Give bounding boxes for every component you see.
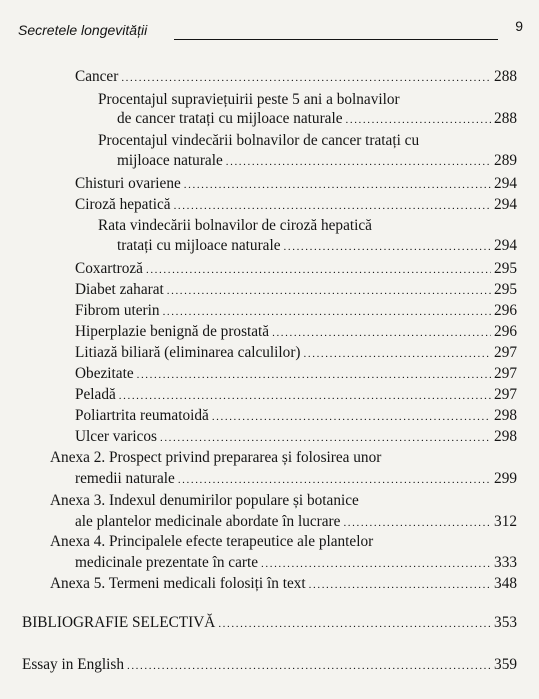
toc-entry-page: 296 xyxy=(494,323,517,340)
toc-entry-page: 312 xyxy=(494,513,517,530)
toc-entry xyxy=(75,174,517,194)
toc-entry xyxy=(75,343,517,363)
dot-leader xyxy=(212,407,491,427)
page-number: 9 xyxy=(515,18,523,34)
toc-entry-page: 297 xyxy=(494,386,517,403)
toc-entry-subitem xyxy=(117,109,517,129)
toc-entry-title: Anexa 2. Prospect privind prepararea și folosirea unor xyxy=(50,449,382,466)
toc-entry-page: 295 xyxy=(494,281,517,298)
toc-entry-cancer xyxy=(75,67,517,87)
toc-entry-page: 297 xyxy=(494,365,517,382)
dot-leader xyxy=(127,656,491,676)
toc-section-essay xyxy=(22,655,517,675)
toc-entry-page: 288 xyxy=(494,110,517,127)
toc-entry-title: BIBLIOGRAFIE SELECTIVĂ xyxy=(22,614,216,631)
toc-entry-subitem-line xyxy=(98,131,517,151)
toc-entry-title: tratați cu mijloace naturale xyxy=(117,237,281,254)
toc-entry-title: Rata vindecării bolnavilor de ciroză hepatică xyxy=(98,217,372,234)
toc-entry-page: 289 xyxy=(494,152,517,169)
toc-entry-title: Diabet zaharat xyxy=(75,281,164,298)
running-header xyxy=(18,18,523,44)
toc-entry xyxy=(75,364,517,384)
dot-leader xyxy=(163,302,491,322)
dot-leader xyxy=(261,554,491,574)
dot-leader xyxy=(184,175,491,195)
dot-leader xyxy=(272,323,491,343)
toc-entry-page: 288 xyxy=(494,68,517,85)
toc-entry xyxy=(75,301,517,321)
toc-entry-title: Peladă xyxy=(75,386,116,403)
toc-entry-title: ale plantelor medicinale abordate în lucrare xyxy=(75,513,341,530)
toc-entry-page: 353 xyxy=(494,614,517,631)
toc-entry-page: 333 xyxy=(494,554,517,571)
toc-entry xyxy=(75,195,517,215)
toc-entry xyxy=(75,280,517,300)
toc-entry-title: Procentajul supraviețuirii peste 5 ani a bolnavilor xyxy=(98,91,400,108)
dot-leader xyxy=(346,110,492,130)
toc-entry-subitem xyxy=(117,151,517,171)
dot-leader xyxy=(119,386,491,406)
toc-entry-page: 298 xyxy=(494,428,517,445)
header-rule xyxy=(174,39,498,40)
toc-entry-page: 294 xyxy=(494,175,517,192)
dot-leader xyxy=(218,614,491,634)
dot-leader xyxy=(284,237,492,257)
dot-leader xyxy=(304,344,492,364)
toc-entry-title: Anexa 4. Principalele efecte terapeutice ale plantelor xyxy=(50,533,374,550)
toc-entry-title: Fibrom uterin xyxy=(75,302,160,319)
toc-entry-page: 348 xyxy=(494,575,517,592)
toc-entry-title: Cancer xyxy=(75,68,119,85)
toc-entry xyxy=(75,406,517,426)
toc-entry-title: Anexa 3. Indexul denumirilor populare și botanice xyxy=(50,492,359,509)
toc-entry-title: Coxartroză xyxy=(75,260,143,277)
toc-annex-line xyxy=(50,532,517,552)
dot-leader xyxy=(343,513,491,533)
toc-entry xyxy=(75,322,517,342)
toc-annex-entry xyxy=(75,512,517,532)
toc-entry-title: de cancer tratați cu mijloace naturale xyxy=(117,110,343,127)
toc-entry-title: Procentajul vindecării bolnavilor de cancer tratați cu xyxy=(98,132,420,149)
toc-entry-title: Anexa 5. Termeni medicali folosiți în text xyxy=(50,575,306,592)
toc-entry-title: Chisturi ovariene xyxy=(75,175,181,192)
dot-leader xyxy=(178,470,491,490)
toc-entry-subitem-line xyxy=(98,216,517,236)
toc-entry-subitem-line xyxy=(98,90,517,110)
toc-entry-page: 298 xyxy=(494,407,517,424)
toc-entry xyxy=(75,385,517,405)
dot-leader xyxy=(174,196,491,216)
toc-entry-subitem xyxy=(117,236,517,256)
toc-annex-entry xyxy=(50,574,517,594)
toc-entry-title: Poliartrita reumatoidă xyxy=(75,407,209,424)
dot-leader xyxy=(226,152,491,172)
toc-entry-page: 359 xyxy=(494,656,517,673)
toc-entry-title: Obezitate xyxy=(75,365,134,382)
toc-entry-page: 295 xyxy=(494,260,517,277)
toc-entry-title: remedii naturale xyxy=(75,470,175,487)
toc-annex-line xyxy=(50,448,517,468)
toc-entry-title: Essay in English xyxy=(22,656,124,673)
dot-leader xyxy=(309,575,491,595)
toc-entry-title: Ciroză hepatică xyxy=(75,196,171,213)
toc-entry-page: 294 xyxy=(494,237,517,254)
toc-entry xyxy=(75,427,517,447)
toc-entry-title: medicinale prezentate în carte xyxy=(75,554,259,571)
toc-entry-page: 294 xyxy=(494,196,517,213)
toc-section-bibliography xyxy=(22,613,517,633)
running-title: Secretele longevității xyxy=(18,22,148,38)
dot-leader xyxy=(146,260,491,280)
toc-annex-entry xyxy=(75,469,517,489)
toc-entry-title: mijloace naturale xyxy=(117,152,223,169)
toc-annex-line xyxy=(50,491,517,511)
toc-entry-title: Hiperplazie benignă de prostată xyxy=(75,323,270,340)
toc-entry-page: 296 xyxy=(494,302,517,319)
toc-entry-page: 297 xyxy=(494,344,517,361)
dot-leader xyxy=(167,281,491,301)
toc-entry-title: Litiază biliară (eliminarea calculilor) xyxy=(75,344,301,361)
dot-leader xyxy=(137,365,491,385)
dot-leader xyxy=(160,428,491,448)
toc-entry-title: Ulcer varicos xyxy=(75,428,157,445)
dot-leader xyxy=(121,68,491,88)
toc-annex-entry xyxy=(75,553,517,573)
toc-entry-page: 299 xyxy=(494,470,517,487)
toc-entry xyxy=(75,259,517,279)
